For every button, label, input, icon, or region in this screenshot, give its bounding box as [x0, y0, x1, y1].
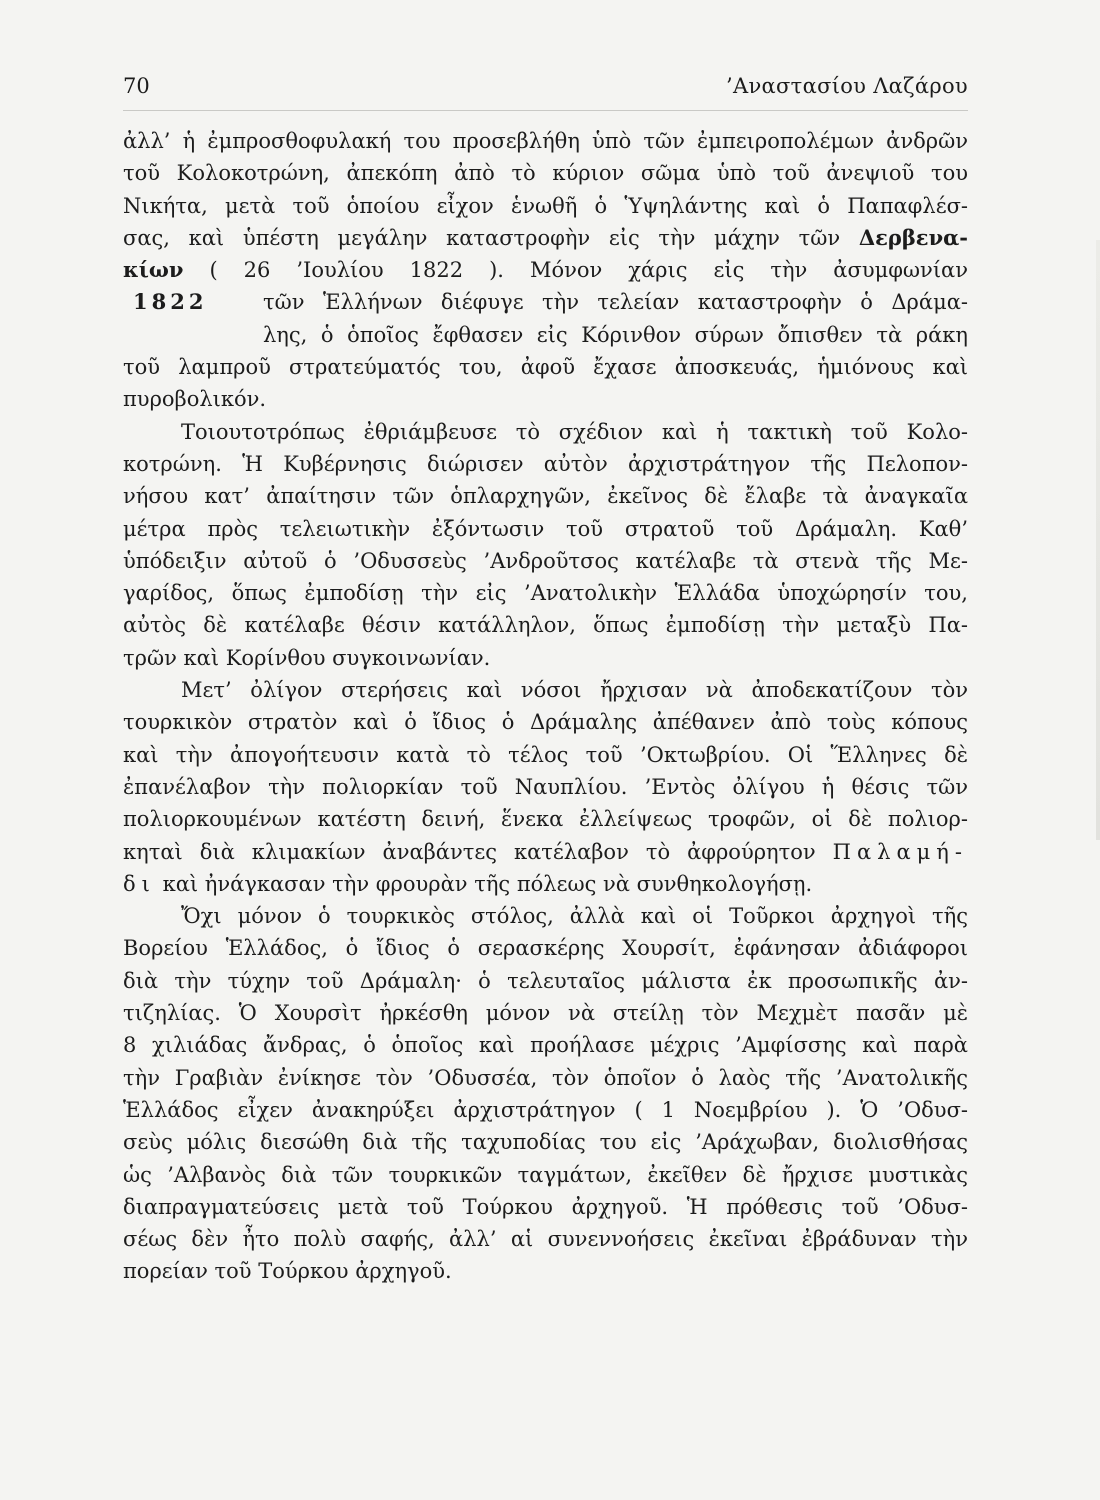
- bold-place-name: Δερβενα-: [858, 224, 968, 250]
- page-number: 70: [123, 74, 150, 98]
- page-header: [123, 70, 968, 111]
- text-line: τουρκικὸν στρατὸν καὶ ὁ ἴδιος ὁ Δράμαλης ἀπέθανεν ἀπὸ τοὺς κόπους: [123, 710, 968, 735]
- text-line: ὑπόδειξιν αὐτοῦ ὁ ’Οδυσσεὺς ’Ανδροῦτσος κατέλαβε τὰ στενὰ τῆς Με-: [123, 548, 968, 573]
- spaced-place-name: δι: [123, 871, 156, 896]
- text-segment: σας, καὶ ὑπέστη μεγάλην καταστροφὴν εἰς τὴν μάχην τῶν: [123, 225, 841, 250]
- text-line: κοτρώνη. Ἡ Κυβέρνησις διώρισεν αὐτὸν ἀρχιστράτηγον τῆς Πελοπον-: [123, 451, 968, 476]
- text-line: νήσου κατ’ ἀπαίτησιν τῶν ὁπλαρχηγῶν, ἐκεῖνος δὲ ἔλαβε τὰ ἀναγκαῖα: [123, 484, 968, 509]
- text-line: Νικήτα, μετὰ τοῦ ὁποίου εἶχον ἑνωθῆ ὁ Ὑψηλάντης καὶ ὁ Παπαφλέσ-: [123, 193, 968, 218]
- text-line: Ὄχι μόνον ὁ τουρκικὸς στόλος, ἀλλὰ καὶ οἱ Τοῦρκοι ἀρχηγοὶ τῆς: [181, 904, 968, 929]
- text-line: [123, 222, 968, 254]
- text-line: [123, 836, 968, 868]
- text-line: διαπραγματεύσεις μετὰ τοῦ Τούρκου ἀρχηγοῦ. Ἡ πρόθεσις τοῦ ’Οδυσ-: [123, 1194, 968, 1219]
- text-line: Ἑλλάδος εἶχεν ἀνακηρύξει ἀρχιστράτηγον ( 1 Νοεμβρίου ). Ὁ ’Οδυσ-: [123, 1097, 968, 1122]
- text-line: ἀλλ’ ἡ ἐμπροσθοφυλακή του προσεβλήθη ὑπὸ τῶν ἐμπειροπολέμων ἀνδρῶν: [123, 129, 968, 153]
- text-line: 8 χιλιάδας ἄνδρας, ὁ ὁποῖος καὶ προήλασε μέχρις ’Αμφίσσης καὶ παρὰ: [123, 1033, 968, 1058]
- text-line: σεὺς μόλις διεσώθη διὰ τῆς ταχυποδίας του εἰς ’Αράχωβαν, διολισθήσας: [123, 1130, 968, 1155]
- text-line: καὶ τὴν ἀπογοήτευσιν κατὰ τὸ τέλος τοῦ ’Οκτωβρίου. Οἱ Ἕλληνες δὲ: [123, 742, 968, 767]
- text-line: λης, ὁ ὁποῖος ἔφθασεν εἰς Κόρινθον σύρων ὄπισθεν τὰ ράκη: [263, 322, 968, 347]
- margin-year: 1822: [133, 289, 208, 315]
- text-segment: τῶν Ἑλλήνων διέφυγε τὴν τελείαν καταστροφὴν ὁ Δράμα-: [263, 290, 968, 315]
- bold-place-name: κίων: [123, 257, 184, 283]
- spaced-place-name: Παλαμή-: [832, 839, 968, 864]
- text-line: πολιορκουμένων κατέστη δεινή, ἕνεκα ἐλλείψεως τροφῶν, οἱ δὲ πολιορ-: [123, 807, 968, 832]
- text-line: [123, 286, 968, 318]
- text-line: μέτρα πρὸς τελειωτικὴν ἐξόντωσιν τοῦ στρατοῦ τοῦ Δράμαλη. Καθ’: [123, 516, 968, 541]
- text-line: πορείαν τοῦ Τούρκου ἀρχηγοῦ.: [123, 1259, 452, 1284]
- text-body: [123, 125, 968, 1288]
- text-line: Μετ’ ὀλίγον στερήσεις καὶ νόσοι ἤρχισαν νὰ ἀποδεκατίζουν τὸν: [181, 678, 968, 703]
- text-segment: ( 26 ’Ιουλίου 1822 ). Μόνον χάρις εἰς τὴν ἀσυμφωνίαν: [209, 258, 968, 283]
- text-line: τιζηλίας. Ὁ Χουρσὶτ ἠρκέσθη μόνον νὰ στείλῃ τὸν Μεχμὲτ πασᾶν μὲ: [123, 1001, 968, 1026]
- text-line: πυροβολικόν.: [123, 387, 267, 412]
- text-line: σέως δὲν ἦτο πολὺ σαφής, ἀλλ’ αἱ συνεννοήσεις ἐκεῖναι ἐβράδυναν τὴν: [123, 1227, 968, 1252]
- text-line: Βορείου Ἑλλάδος, ὁ ἴδιος ὁ σερασκέρης Χουρσίτ, ἐφάνησαν ἀδιάφοροι: [123, 936, 968, 961]
- text-line: [123, 868, 968, 900]
- text-line: τρῶν καὶ Κορίνθου συγκοινωνίαν.: [123, 645, 491, 670]
- text-line: τοῦ λαμπροῦ στρατεύματός του, ἀφοῦ ἔχασε ἀποσκευάς, ἡμιόνους καὶ: [123, 355, 968, 380]
- text-line: ὡς ’Αλβανὸς διὰ τῶν τουρκικῶν ταγμάτων, ἐκεῖθεν δὲ ἤρχισε μυστικὰς: [123, 1162, 968, 1187]
- text-line: [123, 254, 968, 286]
- text-segment: κηταὶ διὰ κλιμακίων ἀναβάντες κατέλαβον τὸ ἀφρούρητον: [123, 839, 816, 864]
- text-line: διὰ τὴν τύχην τοῦ Δράμαλη· ὁ τελευταῖος μάλιστα ἐκ προσωπικῆς ἀν-: [123, 968, 968, 993]
- text-line: τὴν Γραβιὰν ἐνίκησε τὸν ’Οδυσσέα, τὸν ὁποῖον ὁ λαὸς τῆς ’Ανατολικῆς: [123, 1065, 968, 1090]
- running-head: ’Αναστασίου Λαζάρου: [726, 74, 968, 98]
- text-line: αὐτὸς δὲ κατέλαβε θέσιν κατάλληλον, ὅπως ἐμποδίσῃ τὴν μεταξὺ Πα-: [123, 613, 968, 638]
- scan-shadow: [1096, 240, 1100, 840]
- text-line: Τοιουτοτρόπως ἐθριάμβευσε τὸ σχέδιον καὶ ἡ τακτικὴ τοῦ Κολο-: [181, 419, 968, 444]
- text-line: τοῦ Κολοκοτρώνη, ἀπεκόπη ἀπὸ τὸ κύριον σῶμα ὑπὸ τοῦ ἀνεψιοῦ του: [123, 161, 968, 186]
- text-line: ἐπανέλαβον τὴν πολιορκίαν τοῦ Ναυπλίου. ’Εντὸς ὀλίγου ἡ θέσις τῶν: [123, 774, 968, 799]
- text-line: γαρίδος, ὅπως ἐμποδίσῃ τὴν εἰς ’Ανατολικὴν Ἑλλάδα ὑποχώρησίν του,: [123, 581, 968, 606]
- text-segment: καὶ ἠνάγκασαν τὴν φρουρὰν τῆς πόλεως νὰ συνθηκολογήσῃ.: [162, 871, 813, 896]
